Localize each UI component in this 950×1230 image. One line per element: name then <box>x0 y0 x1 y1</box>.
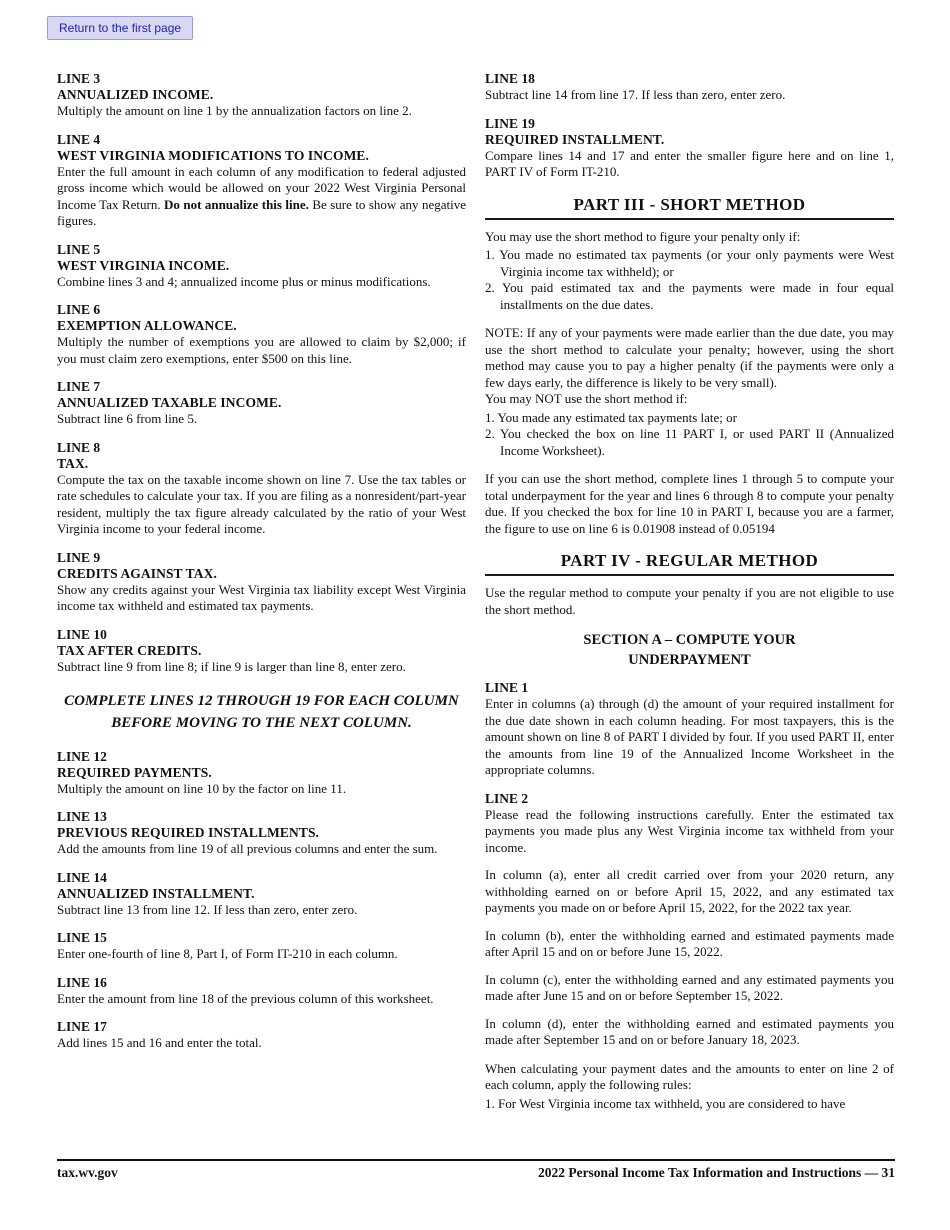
line-text: Add the amounts from line 19 of all previous columns and enter the sum. <box>57 841 438 856</box>
text-segment: Be sure to show any negative figures. <box>57 196 466 228</box>
line-title: WEST VIRGINIA INCOME. <box>57 257 230 273</box>
line-text: Add lines 15 and 16 and enter the total. <box>57 1035 262 1050</box>
line-title: TAX AFTER CREDITS. <box>57 642 202 658</box>
instruction-block-line2 <box>485 791 894 1049</box>
line-heading: LINE 1 <box>485 680 529 696</box>
instruction-block-line18 <box>485 71 894 104</box>
line-heading: LINE 12 <box>57 748 107 764</box>
instruction-block-line5 <box>57 242 466 291</box>
instruction-block-line7 <box>57 379 466 428</box>
line-heading: LINE 19 <box>485 115 535 131</box>
line-heading: LINE 3 <box>57 71 101 86</box>
line-text: Please read the following instructions carefully. Enter the estimated tax payments you made plus any West Virginia income tax withheld from your income. <box>485 806 894 855</box>
page-footer <box>57 1159 895 1181</box>
line-title: ANNUALIZED INSTALLMENT. <box>57 885 255 901</box>
part-iii-note: NOTE: If any of your payments were made earlier than the due date, you may use the short method to calculate your penalty; however, using the short method may cause you to pay a higher penalty (if the payments were only a few days early, the difference is likely to be very small). <box>485 325 894 390</box>
line-heading: LINE 4 <box>57 131 101 147</box>
instruction-block-line4 <box>57 132 466 230</box>
part-iii-not-condition-1: 1. You made any estimated tax payments late; or <box>485 409 738 425</box>
line-text: Subtract line 6 from line 5. <box>57 411 198 426</box>
part-iv-heading: PART IV - REGULAR METHOD <box>485 551 894 576</box>
instruction-block-line12 <box>57 749 466 798</box>
part-iii-condition-1: 1. You made no estimated tax payments (or your only payments were West Virginia income tax withheld); or <box>485 247 894 279</box>
part-iv-intro: Use the regular method to compute your penalty if you are not eligible to use the short method. <box>485 585 894 617</box>
line-title: REQUIRED PAYMENTS. <box>57 764 212 780</box>
part-iii-not-condition-2: 2. You checked the box on line 11 PART I, or used PART II (Annualized Income Worksheet). <box>485 426 894 458</box>
right-column <box>485 71 894 1112</box>
part-iii-closing: If you can use the short method, complete lines 1 through 5 to compute your total underpayment for the year and lines 6 through 8 to compute your penalty due. If you checked the box for line 10 in PART I, because you are a farmer, the figure to use on line 6 is 0.01908 instead of 0.05194 <box>485 471 894 536</box>
line-heading: LINE 10 <box>57 626 107 642</box>
line-text: Subtract line 13 from line 12. If less than zero, enter zero. <box>57 901 358 917</box>
line-title: ANNUALIZED TAXABLE INCOME. <box>57 395 282 410</box>
instruction-block-line8 <box>57 440 466 538</box>
line-title: CREDITS AGAINST TAX. <box>57 565 217 581</box>
footer-page-label: 2022 Personal Income Tax Information and Instructions — 31 <box>537 1165 895 1180</box>
line-title: ANNUALIZED INCOME. <box>57 87 214 102</box>
line-text: Compute the tax on the taxable income shown on line 7. Use the tax tables or rate schedules to calculate your tax. If you are filing as a nonresident/part-year resident, multiply the tax figure already calculated by the ratio of your West Virginia income to your federal income. <box>57 471 466 536</box>
line-heading: LINE 7 <box>57 379 101 394</box>
instruction-block-line13 <box>57 809 466 858</box>
line-text: Enter in columns (a) through (d) the amount of your required installment for the due date shown in each column heading. For most taxpayers, this is the amount shown on line 8 of PART I divided by four. If you used PART II, enter the amounts from line 19 of the Annualized Income Worksheet in the appropriate columns. <box>485 696 894 778</box>
text-segment-bold: Do not annualize this line. <box>164 196 309 212</box>
text-segment: Enter the full amount in each column of any modification to federal adjusted gross income which would be allowed on your 2022 West Virginia Personal Income Tax Return. <box>57 163 466 212</box>
payment-rule-1: 1. For West Virginia income tax withheld, you are considered to have <box>485 1095 846 1111</box>
instruction-block-line10 <box>57 627 466 676</box>
instruction-block-line17 <box>57 1019 466 1052</box>
part-iii-not-intro: You may NOT use the short method if: <box>485 391 688 406</box>
line-heading: LINE 16 <box>57 974 107 990</box>
instruction-block-line6 <box>57 302 466 367</box>
payment-rules-intro: When calculating your payment dates and the amounts to enter on line 2 of each column, apply the following rules: <box>485 1060 894 1093</box>
instruction-block-line3 <box>57 71 466 120</box>
line-heading: LINE 6 <box>57 302 101 317</box>
part-iii-condition-2: 2. You paid estimated tax and the payments were made in four equal installments on the due dates. <box>485 280 894 312</box>
line-heading: LINE 9 <box>57 549 101 565</box>
line-title: TAX. <box>57 455 89 471</box>
line-text: Enter the amount from line 18 of the previous column of this worksheet. <box>57 990 434 1006</box>
instruction-block-line1 <box>485 680 894 779</box>
line-title: PREVIOUS REQUIRED INSTALLMENTS. <box>57 825 320 840</box>
section-a-heading: SECTION A – COMPUTE YOUR UNDERPAYMENT <box>583 632 796 668</box>
line-text: Compare lines 14 and 17 and enter the smaller figure here and on line 1, PART IV of Form IT-210. <box>485 147 894 179</box>
line-heading: LINE 18 <box>485 71 535 86</box>
line-text: In column (d), enter the withholding earned and estimated payments you made after September 15 and on or before January 18, 2023. <box>485 1015 894 1048</box>
part-iii-intro: You may use the short method to figure your penalty only if: <box>485 228 801 244</box>
instruction-block-line9 <box>57 550 466 615</box>
column-instruction-notice: COMPLETE LINES 12 THROUGH 19 FOR EACH COLUMN BEFORE MOVING TO THE NEXT COLUMN. <box>64 693 459 731</box>
line-text: Multiply the amount on line 1 by the annualization factors on line 2. <box>57 103 412 118</box>
line-text: Subtract line 14 from line 17. If less than zero, enter zero. <box>485 87 786 102</box>
left-column <box>57 71 466 1112</box>
line-heading: LINE 8 <box>57 439 101 455</box>
line-text: In column (c), enter the withholding earned and any estimated payments you made after June 15 and on or before September 15, 2022. <box>485 971 894 1004</box>
line-heading: LINE 15 <box>57 930 107 945</box>
line-text: Subtract line 9 from line 8; if line 9 is larger than line 8, enter zero. <box>57 658 406 674</box>
line-text: In column (a), enter all credit carried over from your 2020 return, any withholding earned on or before April 15, 2022, and any estimated tax payments you made on or before April 15, 2022, for the 2022 tax year. <box>485 867 894 916</box>
line-text <box>57 164 466 230</box>
line-heading: LINE 2 <box>485 790 529 806</box>
line-heading: LINE 17 <box>57 1019 107 1034</box>
instruction-block-line19 <box>485 116 894 181</box>
line-text: Multiply the number of exemptions you are allowed to claim by $2,000; if you must claim zero exemptions, enter $500 on this line. <box>57 334 466 366</box>
line-text: Combine lines 3 and 4; annualized income plus or minus modifications. <box>57 273 431 289</box>
line-title: REQUIRED INSTALLMENT. <box>485 131 665 147</box>
instruction-block-line15 <box>57 930 466 963</box>
line-text: In column (b), enter the withholding earned and estimated payments made after April 15 and on or before June 15, 2022. <box>485 927 894 960</box>
line-text: Multiply the amount on line 10 by the factor on line 11. <box>57 780 347 796</box>
line-text: Enter one-fourth of line 8, Part I, of Form IT-210 in each column. <box>57 946 398 961</box>
line-heading: LINE 14 <box>57 869 107 885</box>
return-to-first-page-link[interactable]: Return to the first page <box>47 16 193 40</box>
line-heading: LINE 5 <box>57 241 101 257</box>
footer-site: tax.wv.gov <box>57 1165 118 1180</box>
instruction-block-line14 <box>57 870 466 919</box>
part-iii-heading: PART III - SHORT METHOD <box>485 195 894 220</box>
line-text: Show any credits against your West Virginia tax liability except West Virginia income tax withheld and estimated tax payments. <box>57 581 466 613</box>
line-heading: LINE 13 <box>57 809 107 824</box>
page-body <box>57 71 895 1112</box>
line-title: WEST VIRGINIA MODIFICATIONS TO INCOME. <box>57 147 369 163</box>
line-title: EXEMPTION ALLOWANCE. <box>57 318 237 333</box>
instruction-block-line16 <box>57 975 466 1008</box>
